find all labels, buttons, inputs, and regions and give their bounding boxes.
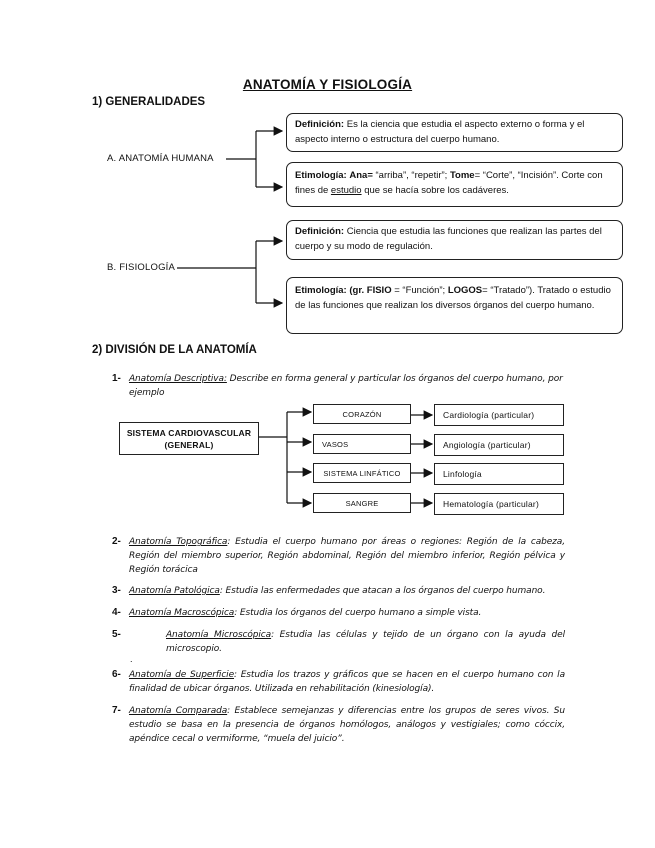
item-5-number: 5- [112,629,121,640]
fisiologia-label: B. FISIOLOGÍA [107,262,176,273]
specialty-box-cardiologia: Cardiología (particular) [434,404,564,426]
item-3-number: 3- [112,585,121,596]
anatomia-definicion-box [286,113,623,152]
tome-text: = “Corte”, “Incisión”. Corte con fines de [295,170,603,196]
item-6-description: : Estudia los trazos y gráficos que se hacen en el cuerpo humano con la finalidad de ubicar órganos. Utilizada en rehabilitación (kinesiología). [129,670,565,694]
item-3-text [129,584,565,598]
item-7-description: : Establece semejanzas y diferencias entre los grupos de seres vivos. Su estudio se basa en la presencia de órganos homólogos, análogos y vestigiales; como cóccix, apéndice cecal o vermiforme, “muela del juicio”. [129,706,566,744]
item-5-name: Anatomía Microscópica [166,630,272,640]
organ-box-corazon: CORAZÓN [313,404,411,424]
etimologia-term: Etimología: (gr. FISIO [295,285,392,296]
etimologia-term: Etimología: [295,170,347,181]
etimologia-rest: que se hacía sobre los cadáveres. [361,184,509,196]
fisiologia-etimologia-box [286,277,623,334]
item-2-text [129,535,565,577]
etimologia-mid: = “Función”; [391,285,448,296]
organ-box-vasos: VASOS [313,434,411,454]
definicion-term: Definición: [295,119,345,130]
item-6-name: Anatomía de Superficie [129,670,235,680]
item-5-text [166,628,565,656]
item-2-description: : Estudia el cuerpo humano por áreas o regiones: Región de la cabeza, Región del miembro superior, Región abdominal, Región del miembro inferior, Región pélvica y Región torácica [129,537,565,575]
section-heading-generalidades: 1) GENERALIDADES [92,96,206,108]
item-4-number: 4- [112,607,121,618]
section-heading-division: 2) DIVISIÓN DE LA ANATOMÍA [92,344,257,356]
item-4-name: Anatomía Macroscópica [129,608,235,618]
item-2-name: Anatomía Topográfica [129,537,228,547]
item-1-description: Describe en forma general y particular los órganos del cuerpo humano, por ejemplo [129,374,563,398]
item-7-name: Anatomía Comparada [129,706,228,716]
estudio-word: estudio [330,184,362,196]
organ-box-linfatico: SISTEMA LINFÁTICO [313,463,411,483]
definicion-text: Es la ciencia que estudia el aspecto externo o forma y el aspecto interno o estructura del cuerpo humano. [295,119,585,145]
page-title: ANATOMÍA Y FISIOLOGÍA [242,77,413,92]
stray-dot: . [130,654,133,664]
item-1-text [129,372,569,400]
item-4-description: : Estudia los órganos del cuerpo humano a simple vista. [234,608,482,618]
item-3-name: Anatomía Patológica [129,586,220,596]
item-5-description: : Estudia las células y tejido de un órgano con la ayuda del microscopio. [166,630,565,654]
item-4-text [129,606,565,620]
tome-term: Tome [449,170,475,181]
item-2-number: 2- [112,536,121,547]
item-1-name: Anatomía Descriptiva: [129,374,227,384]
diagram-root-box: SISTEMA CARDIOVASCULAR (GENERAL) [119,422,259,455]
specialty-box-linfologia: Linfología [434,463,564,485]
anatomia-humana-label: A. ANATOMÍA HUMANA [107,153,214,164]
organ-box-sangre: SANGRE [313,493,411,513]
item-7-text [129,704,565,746]
fisiologia-definicion-box [286,220,623,260]
logos-term: LOGOS [447,285,483,296]
item-6-number: 6- [112,669,121,680]
ana-term: Ana= [349,170,373,181]
specialty-box-angiologia: Angiología (particular) [434,434,564,456]
ana-text: “arriba”, “repetir”; [372,170,450,181]
item-7-number: 7- [112,705,121,716]
specialty-box-hematologia: Hematología (particular) [434,493,564,515]
item-3-description: : Estudia las enfermedades que atacan a los órganos del cuerpo humano. [219,586,546,596]
definicion-term: Definición: [295,226,345,237]
anatomia-etimologia-box [286,162,623,207]
item-6-text [129,668,565,696]
definicion-text: Ciencia que estudia las funciones que realizan las partes del cuerpo y su modo de regulación. [295,226,602,252]
item-1-number: 1- [112,373,121,384]
etimologia-rest: = “Tratado”). Tratado o estudio de las funciones que realizan los diversos órganos del cuerpo humano. [295,285,611,311]
